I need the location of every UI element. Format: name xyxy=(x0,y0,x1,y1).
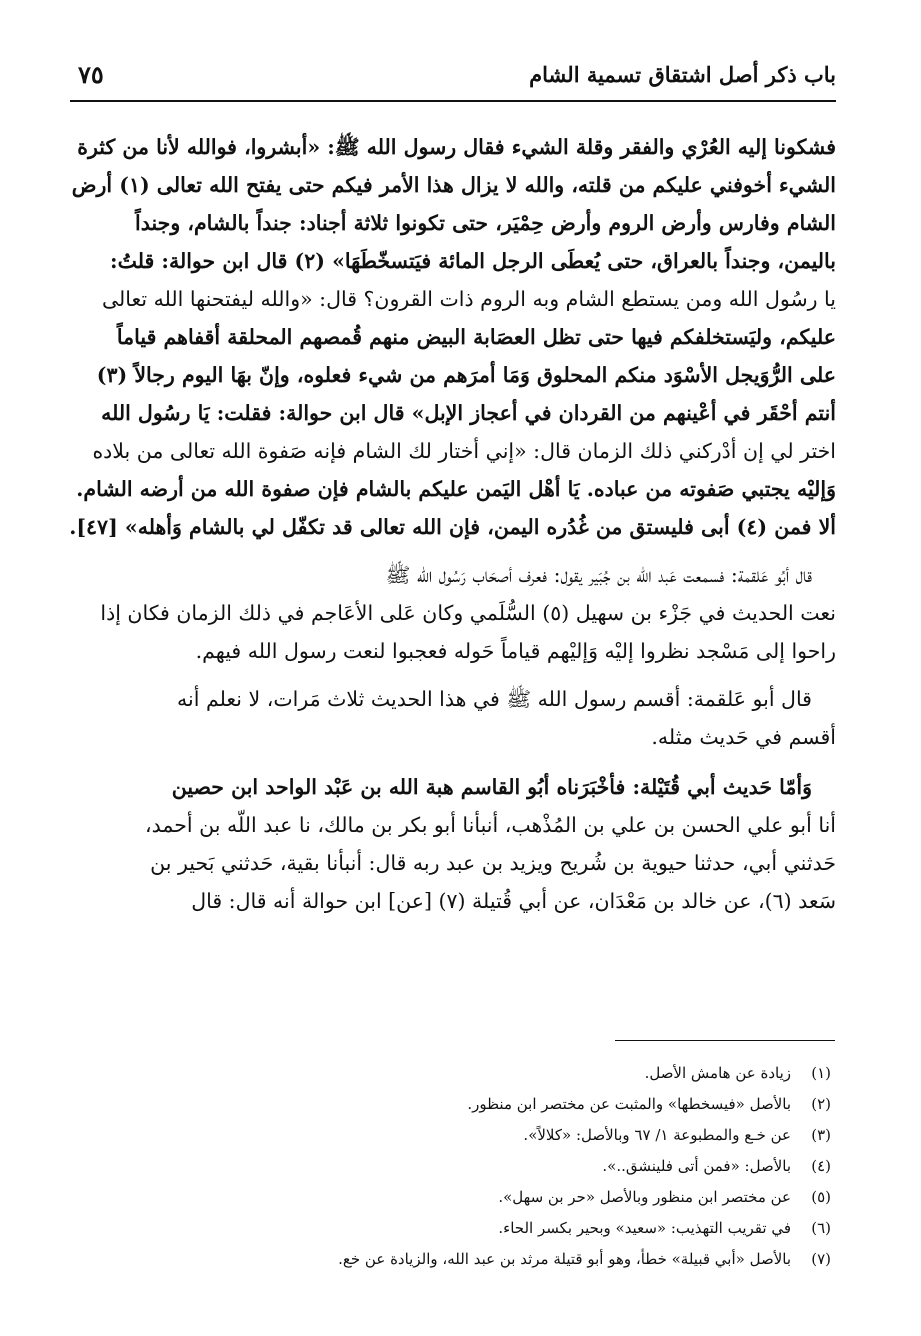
text-line: حَدثني أبي، حدثنا حيوية بن شُريح ويزيد بن عبد ربه قال: أنبأنا بقية، حَدثني بَحير بن xyxy=(150,851,836,875)
paragraph-abu-alqama-1 xyxy=(76,556,836,670)
text-line: على الرُّوَيجل الأسْوَد منكم المحلوق وَمَا أمرَهم من شيء فعلوه، وإنّ بهَا اليوم رجالاً (٣) xyxy=(96,363,836,387)
footnote-number: (٢) xyxy=(811,1095,831,1113)
page-number: ٧٥ xyxy=(78,60,104,89)
footnote-number: (٣) xyxy=(811,1126,831,1144)
paragraph-isnad xyxy=(76,768,836,920)
text-line: نعت الحديث في جَزْء بن سهيل (٥) السُّلَمي وكان عَلى الأعَاجم في ذلك الزمان فكان إذا xyxy=(100,601,836,625)
footnote-text: زيادة عن هامش الأصل. xyxy=(644,1064,791,1082)
footnotes xyxy=(231,1058,831,1275)
footnote-text: عن خـع والمطبوعة ١/ ٦٧ وبالأصل: «كلالاً». xyxy=(523,1126,791,1144)
footnote-text: بالأصل «فيسخطها» والمثبت عن مختصر ابن منظور. xyxy=(467,1095,791,1113)
text-line: باليمن، وجنداً بالعراق، حتى يُعطَى الرجل المائة فيَتسخّطَهَا» (٢) قال ابن حوالة: قلتُ: xyxy=(110,249,836,273)
footnote-text: بالأصل: «فمن أتى فلينشق..». xyxy=(602,1157,791,1175)
text-line: سَعد (٦)، عن خالد بن مَعْدَان، عن أبي قُتيلة (٧) [عن] ابن حوالة أنه قال: قال xyxy=(191,889,836,913)
text-line: قال أبو عَلقمة: أقسم رسول الله ﷺ في هذا الحديث ثلاث مَرات، لا نعلم أنه xyxy=(177,687,812,711)
text-line: اختر لي إن أدْركني ذلك الزمان قال: «إني أختار لك الشام فإنه صَفوة الله تعالى من بلاده xyxy=(92,439,836,463)
text-line: الشيء أخوفني عليكم من قلته، والله لا يزال هذا الأمر فيكم حتى يفتح الله تعالى (١) أرض xyxy=(71,173,836,197)
footnote-rule xyxy=(615,1040,835,1041)
footnote-number: (٦) xyxy=(811,1219,831,1237)
footnote xyxy=(231,1058,831,1089)
paragraph-abu-alqama-2 xyxy=(76,680,836,756)
text-line: أنا أبو علي الحسن بن علي بن المُذْهب، أنبأنا أبو بكر بن مالك، نا عبد اللّه بن أحمد، xyxy=(145,813,836,837)
footnote-text: عن مختصر ابن منظور وبالأصل «حر بن سهل». xyxy=(498,1188,791,1206)
header-rule xyxy=(70,100,836,102)
text-line: قال أبُو عَلقمة: فسمعت عَبد الله بن جُبَير يقول: فعرف أصحَاب رَسُول الله ﷺ xyxy=(385,563,812,587)
footnote-text: بالأصل «أبي قبيلة» خطأ، وهو أبو قتيلة مرثد بن عبد الله، والزيادة عن خع. xyxy=(338,1250,791,1268)
text-line: يا رسُول الله ومن يستطع الشام وبه الروم ذات القرون؟ قال: «والله ليفتحنها الله تعالى xyxy=(101,287,836,311)
footnote xyxy=(231,1089,831,1120)
footnote xyxy=(231,1213,831,1244)
footnote-number: (٧) xyxy=(811,1250,831,1268)
text-line: أقسم في حَديث مثله. xyxy=(651,725,836,749)
page-header xyxy=(70,58,836,106)
footnote-number: (٥) xyxy=(811,1188,831,1206)
footnote xyxy=(231,1244,831,1275)
footnote xyxy=(231,1182,831,1213)
text-line: راحوا إلى مَسْجد نظروا إليْه وَإليْهم قياماً حَوله فعجبوا لنعت رسول الله فيهم. xyxy=(195,639,836,663)
main-text xyxy=(69,128,836,920)
footnote xyxy=(231,1120,831,1151)
running-head: باب ذكر أصل اشتقاق تسمية الشام xyxy=(529,62,836,87)
text-line: الشام وفارس وأرض الروم وأرض حِمْيَر، حتى تكونوا ثلاثة أجناد: جنداً بالشام، وجنداً xyxy=(135,211,836,235)
text-line: فشكونا إليه العُرْي والفقر وقلة الشيء فقال رسول الله ﷺ: «أبشروا، فوالله لأنا من كثرة xyxy=(77,135,836,159)
text-line: وَأمّا حَديث أبي قُتَيْلة: فأخْبَرَناه أبُو القاسم هبة الله بن عَبْد الواحد ابن حصين xyxy=(171,775,812,799)
footnote-number: (٤) xyxy=(811,1157,831,1175)
text-line: وَإليْه يجتبي صَفوته من عباده. يَا أهْل اليَمن عليكم بالشام فإن صفوة الله من أرضه الشام. xyxy=(76,477,836,501)
text-line: عليكم، وليَستخلفكم فيها حتى تظل العصَابة البيض منهم قُمصهم المحلقة أقفاهم قياماً xyxy=(116,325,836,349)
footnote-text: في تقريب التهذيب: «سعيد» وبحير بكسر الحاء. xyxy=(498,1219,791,1237)
paragraph-hadith xyxy=(69,128,836,546)
footnote xyxy=(231,1151,831,1182)
footnote-number: (١) xyxy=(811,1064,831,1082)
text-line: أنتم أحْقَر في أعْينهم من القردان في أعجاز الإبل» قال ابن حوالة: فقلت: يَا رسُول الله xyxy=(101,401,836,425)
text-line: ألا فمن (٤) أبى فليستق من غُدُره اليمن، فإن الله تعالى قد تكفّل لي بالشام وَأهله» [٤٧]. xyxy=(69,515,836,539)
